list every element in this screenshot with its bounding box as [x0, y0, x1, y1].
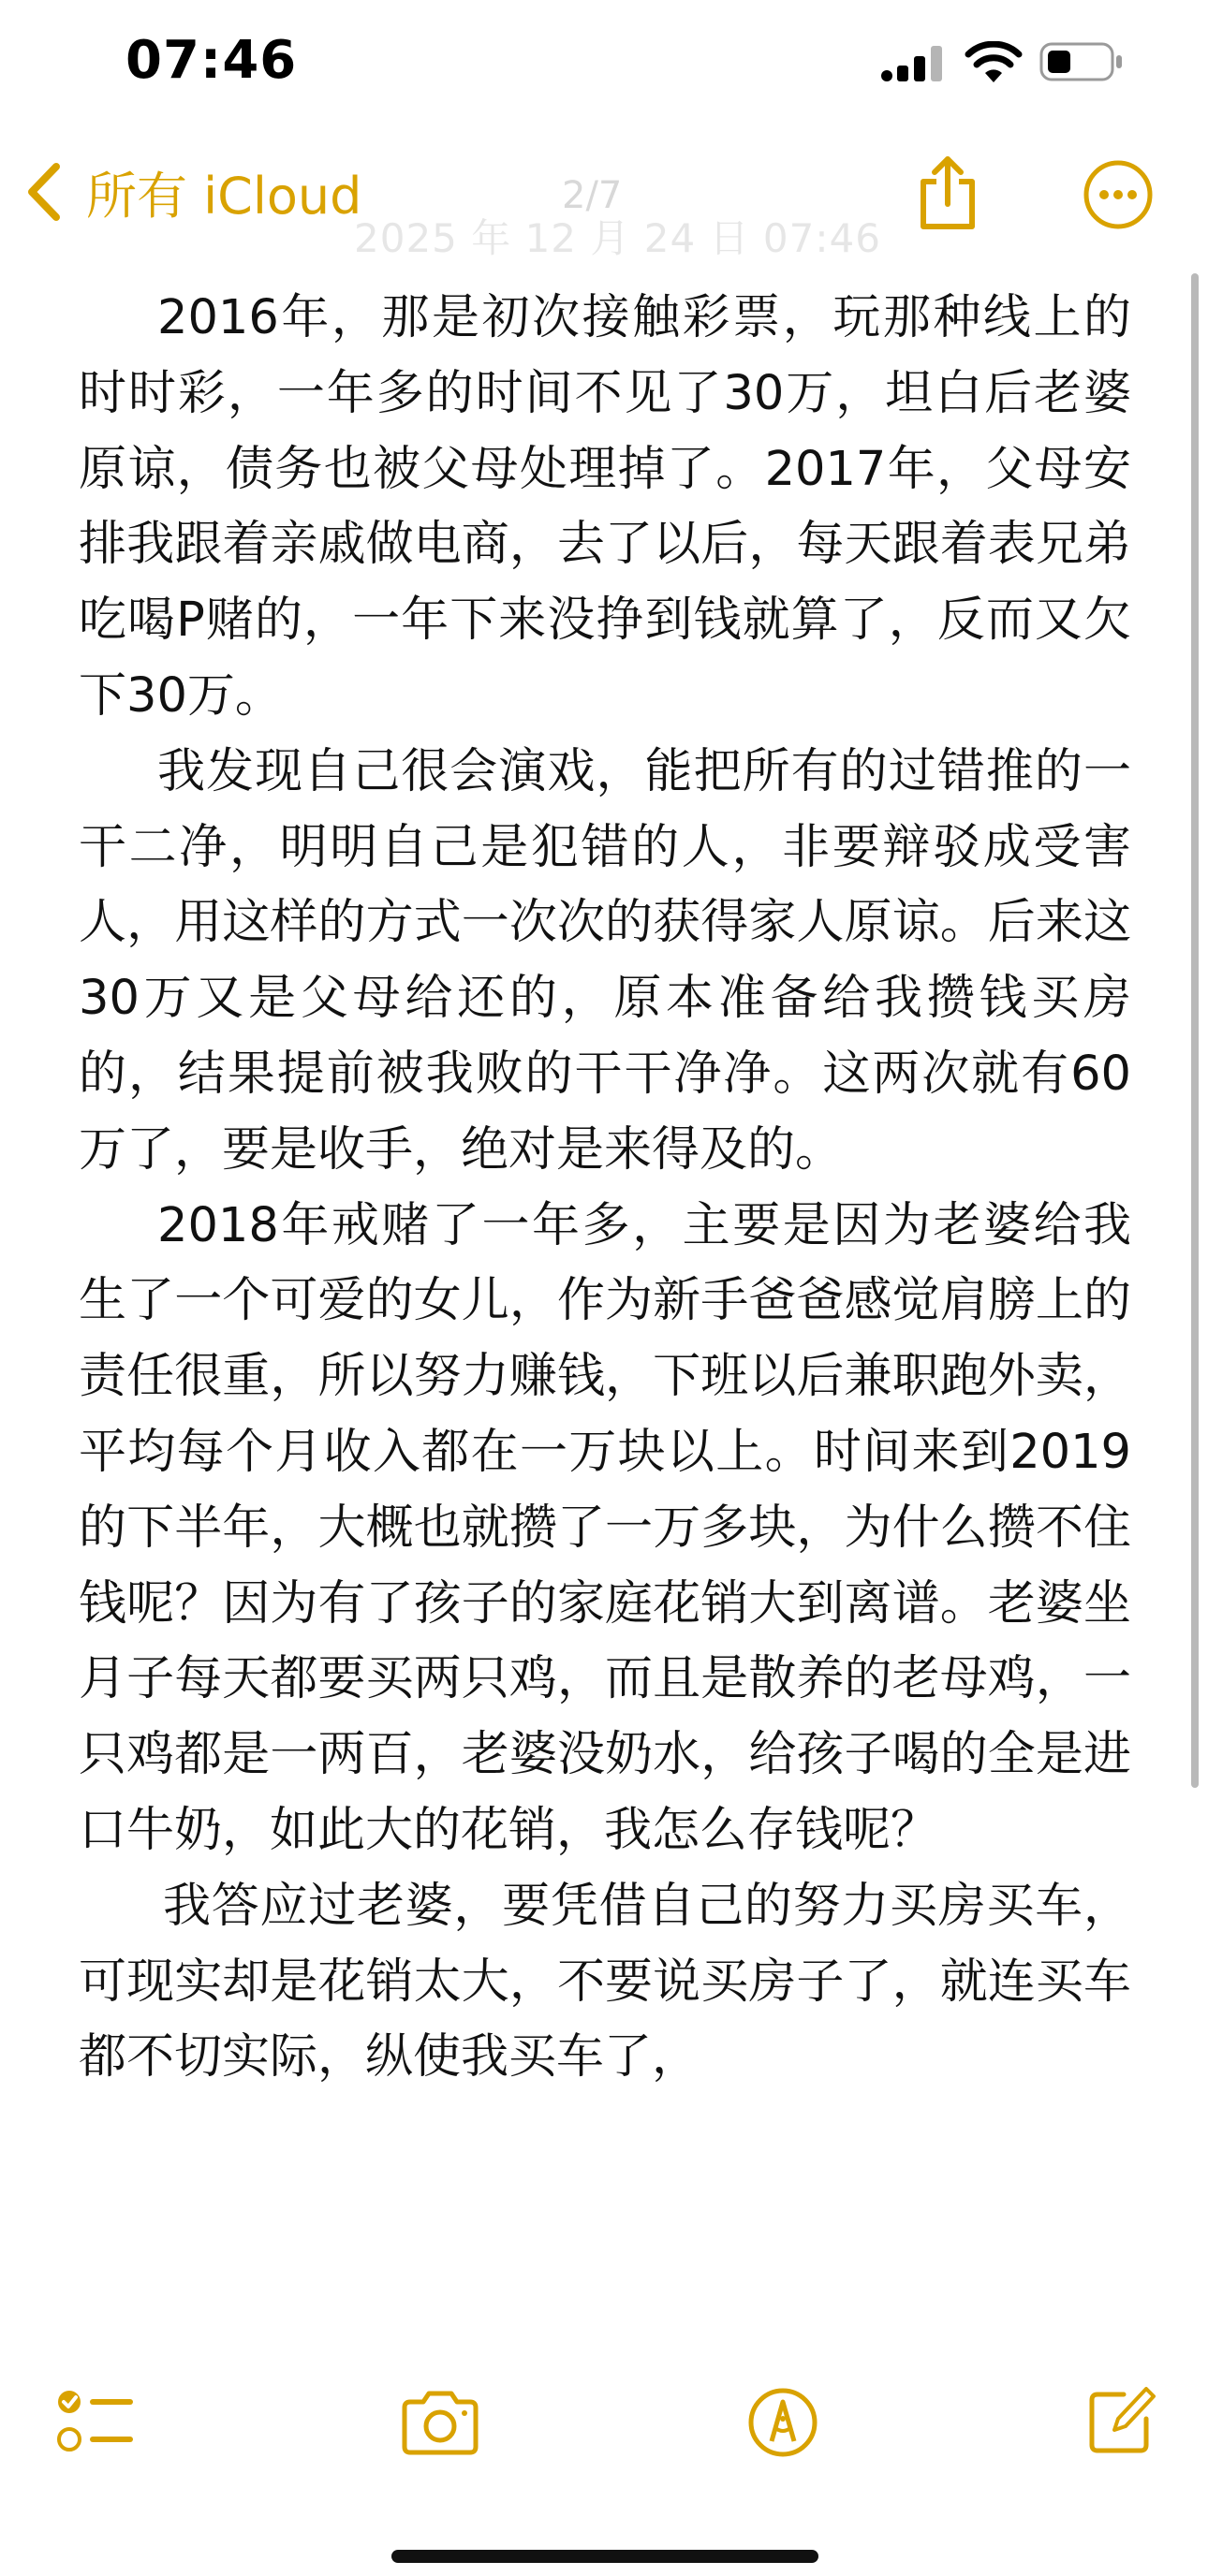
page-indicator: 2/7 [562, 174, 623, 217]
chevron-left-icon [24, 161, 66, 223]
scroll-indicator[interactable] [1191, 273, 1199, 1788]
battery-icon [1039, 41, 1124, 82]
note-paragraph: 2016年，那是初次接触彩票，玩那种线上的时时彩，一年多的时间不见了30万，坦白后老婆原谅，债务也被父母处理掉了。2017年，父母安排我跟着亲戚做电商，去了以后，每天跟着表兄弟吃喝P赌的，一年下来没挣到钱就算了，反而又欠下30万。 [79, 290, 1131, 724]
note-date: 2025 年 12 月 24 日 07:46 [354, 215, 881, 261]
compose-icon[interactable] [1086, 2381, 1156, 2456]
share-icon[interactable] [914, 154, 981, 232]
note-paragraph: 我答应过老婆，要凭借自己的努力买房买车，可现实却是花销太大，不要说买房子了，就连买车都不切实际，纵使我买车了， [79, 1878, 1131, 2086]
camera-icon[interactable] [399, 2389, 481, 2456]
checklist-icon[interactable] [56, 2385, 135, 2460]
home-indicator[interactable] [391, 2550, 818, 2563]
ellipsis-circle-icon[interactable] [1083, 159, 1154, 230]
note-paragraph: 2018年戒赌了一年多，主要是因为老婆给我生了一个可爱的女儿，作为新手爸爸感觉肩膀上的责任很重，所以努力赚钱，下班以后兼职跑外卖，平均每个月收入都在一万块以上。时间来到2019的下半年，大概也就攒了一万多块，为什么攒不住钱呢？因为有了孩子的家庭花销大到离谱。老婆坐月子每天都要买两只鸡，而且是散养的老母鸡，一只鸡都是一两百，老婆没奶水，给孩子喝的全是进口牛奶，如此大的花销，我怎么存钱呢？ [79, 1197, 1131, 1858]
note-body[interactable] [79, 281, 1131, 2312]
status-bar [0, 0, 1208, 131]
back-label: 所有 iCloud [86, 166, 362, 226]
cellular-signal-icon [880, 45, 951, 82]
wifi-icon [965, 41, 1023, 84]
bottom-toolbar [0, 2378, 1208, 2481]
status-time: 07:46 [125, 30, 298, 91]
back-button[interactable] [24, 159, 361, 225]
pen-tip-circle-icon[interactable] [747, 2387, 818, 2458]
note-paragraph: 我发现自己很会演戏，能把所有的过错推的一干二净，明明自己是犯错的人，非要辩驳成受害人，用这样的方式一次次的获得家人原谅。后来这30万又是父母给还的，原本准备给我攒钱买房的，结果提前被我败的干干净净。这两次就有60万了，要是收手，绝对是来得及的。 [79, 743, 1131, 1178]
